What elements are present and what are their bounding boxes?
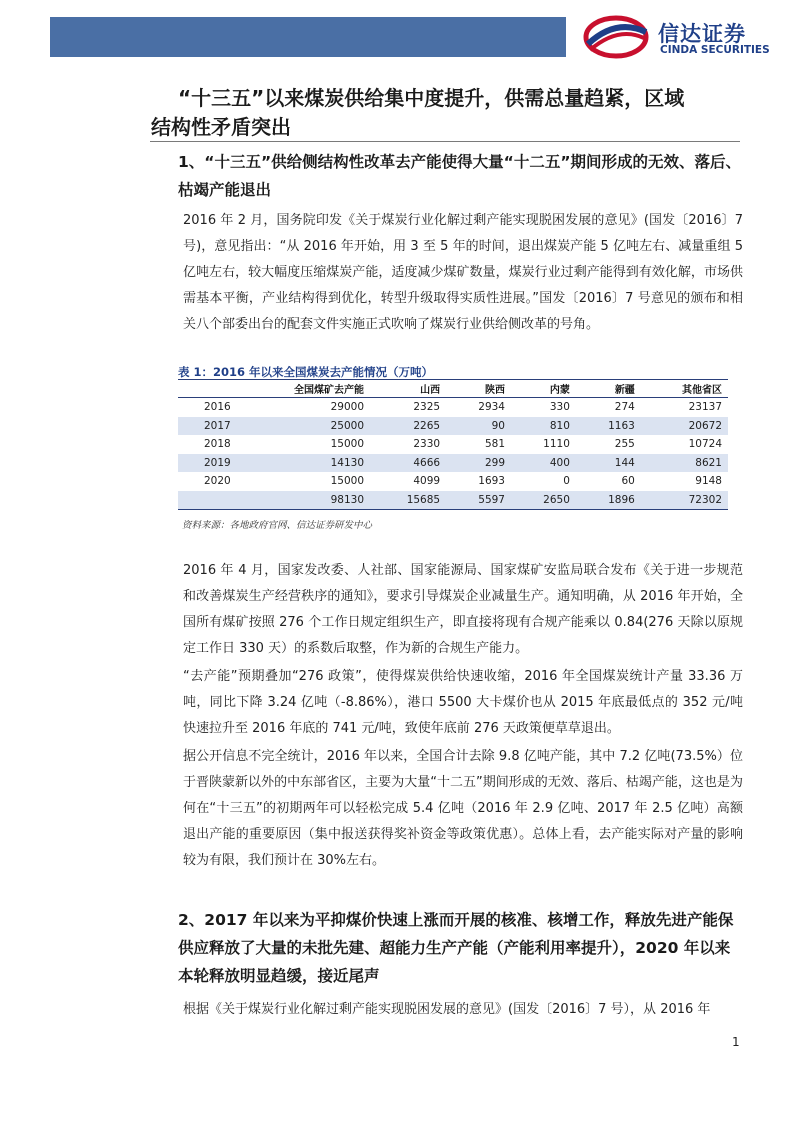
table-header-cell: 山西 bbox=[370, 380, 446, 398]
section-2-heading: 2、2017 年以来为平抑煤价快速上涨而开展的核准、核增工作，释放先进产能保供应释放了大量的未批先建、超能力生产产能（产能利用率提升），2020 年以来本轮释放明显趋缓，接近尾声 bbox=[178, 911, 734, 985]
table-cell: 2330 bbox=[413, 438, 441, 451]
table-cell: 9148 bbox=[695, 475, 722, 488]
table-cell: 2020 bbox=[204, 475, 231, 488]
table-cell: 255 bbox=[614, 438, 635, 451]
table-cell: 72302 bbox=[641, 491, 728, 510]
table-cell: 2265 bbox=[370, 417, 446, 436]
table-cell: 2325 bbox=[413, 401, 441, 414]
table-caption-text: 2016 年以来全国煤炭去产能情况（万吨） bbox=[213, 365, 434, 379]
table-cell: 23137 bbox=[688, 401, 722, 414]
section-1-paragraph-2: 2016 年 4 月，国家发改委、人社部、国家能源局、国家煤矿安监局联合发布《关于进一步规范和改善煤炭生产经营秩序的通知》，要求引导煤炭企业减量生产。通知明确，从 2016 年开始，全国所有煤矿按照 276 个工作日规定组织生产，即直接将现有合规产能乘以 0.84(276 天除以原规定工作日 330 天）的系数后取整，作为新的合规生产能力。 bbox=[183, 563, 743, 656]
cinda-logo-icon bbox=[580, 14, 652, 60]
table-header-cell: 陕西 bbox=[446, 380, 511, 398]
page-number: 1 bbox=[732, 1035, 740, 1049]
table-cell: 2019 bbox=[178, 454, 238, 473]
title-line-1: “十三五”以来煤炭供给集中度提升，供需总量趋紧，区域 bbox=[178, 86, 685, 110]
table-header-cell: 新疆 bbox=[576, 380, 641, 398]
table-header-cell: 其他省区 bbox=[641, 380, 728, 398]
table-cell: 5597 bbox=[446, 491, 511, 510]
table-caption bbox=[178, 364, 433, 380]
brand-name-cn: 信达证券 bbox=[658, 22, 746, 46]
table-cell: 1163 bbox=[576, 417, 641, 436]
table-cell: 29000 bbox=[330, 401, 364, 414]
table-header-row bbox=[178, 380, 728, 398]
table-cell: 15685 bbox=[370, 491, 446, 510]
table-cell: 90 bbox=[446, 417, 511, 436]
table-cell: 1110 bbox=[543, 438, 570, 451]
table-cell: 8621 bbox=[641, 454, 728, 473]
table-header-cell bbox=[178, 380, 238, 398]
table-cell: 14130 bbox=[238, 454, 370, 473]
table-cell: 581 bbox=[484, 438, 505, 451]
table-cell: 4666 bbox=[370, 454, 446, 473]
table-cell: 1693 bbox=[478, 475, 505, 488]
table-cell: 10724 bbox=[688, 438, 722, 451]
table-cell: 299 bbox=[446, 454, 511, 473]
table-cell bbox=[178, 491, 238, 510]
table-cell: 274 bbox=[614, 401, 635, 414]
table-cell: 60 bbox=[621, 475, 635, 488]
section-1-heading: 1、“十三五”供给侧结构性改革去产能使得大量“十二五”期间形成的无效、落后、枯竭产能退出 bbox=[178, 153, 742, 199]
table-cell: 2017 bbox=[178, 417, 238, 436]
table-row bbox=[178, 435, 728, 454]
section-1-paragraph-3: “去产能”预期叠加“276 政策”，使得煤炭供给快速收缩，2016 年全国煤炭统计产量 33.36 万吨，同比下降 3.24 亿吨（-8.86%），港口 5500 大卡煤价也从 2015 年底最低点的 352 元/吨快速拉升至 2016 年底的 741 元/吨，致使年底前 276 天政策便草草退出。 bbox=[183, 669, 743, 736]
table-source-note: 资料来源：各地政府官网、信达证券研发中心 bbox=[182, 520, 373, 531]
table-cell: 2934 bbox=[478, 401, 505, 414]
table-cell: 2650 bbox=[511, 491, 576, 510]
table-cell: 2018 bbox=[204, 438, 231, 451]
table-cell: 810 bbox=[511, 417, 576, 436]
table-cell: 25000 bbox=[238, 417, 370, 436]
table-cell: 4099 bbox=[413, 475, 441, 488]
table-row bbox=[178, 417, 728, 436]
table-row bbox=[178, 454, 728, 473]
section-2-paragraph-1: 根据《关于煤炭行业化解过剩产能实现脱困发展的意见》(国发〔2016〕7 号），从 2016 年 bbox=[183, 1002, 711, 1017]
table-cell: 330 bbox=[549, 401, 570, 414]
title-divider bbox=[150, 141, 740, 142]
title-line-2: 结构性矛盾突出 bbox=[151, 115, 291, 139]
table-row bbox=[178, 472, 728, 491]
table-cell: 15000 bbox=[330, 438, 364, 451]
section-1-paragraph-4: 据公开信息不完全统计，2016 年以来，全国合计去除 9.8 亿吨产能，其中 7.2 亿吨(73.5%）位于晋陕蒙新以外的中东部省区，主要为大量“十二五”期间形成的无效、落后、枯竭产能，这也是为何在“十三五”的初期两年可以轻松完成 5.4 亿吨（2016 年 2.9 亿吨、2017 年 2.5 亿吨）高额退出产能的重要原因（集中报送获得奖补资金等政策优惠）。总体上看，去产能实际对产量的影响较为有限，我们预计在 30%左右。 bbox=[183, 749, 743, 868]
table-cell: 144 bbox=[576, 454, 641, 473]
header-bar bbox=[50, 17, 566, 57]
table-header-cell: 全国煤矿去产能 bbox=[238, 380, 370, 398]
table-total-row bbox=[178, 491, 728, 510]
table-cell: 20672 bbox=[641, 417, 728, 436]
table-cell: 98130 bbox=[238, 491, 370, 510]
table-cell: 400 bbox=[511, 454, 576, 473]
table-caption-label: 表 1： bbox=[178, 365, 214, 379]
table-row bbox=[178, 398, 728, 417]
page-title bbox=[151, 84, 738, 142]
capacity-table bbox=[178, 379, 728, 510]
table-header-cell: 内蒙 bbox=[511, 380, 576, 398]
table-cell: 1896 bbox=[576, 491, 641, 510]
table-cell: 2016 bbox=[204, 401, 231, 414]
table-cell: 0 bbox=[563, 475, 570, 488]
table-cell: 15000 bbox=[330, 475, 364, 488]
section-1-paragraph-1: 2016 年 2 月，国务院印发《关于煤炭行业化解过剩产能实现脱困发展的意见》(国发〔2016〕7 号)，意见指出：“从 2016 年开始，用 3 至 5 年的时间，退出煤炭产能 5 亿吨左右、减量重组 5 亿吨左右，较大幅度压缩煤炭产能，适度减少煤矿数量，煤炭行业过剩产能得到有效化解，市场供需基本平衡，产业结构得到优化，转型升级取得实质性进展。”国发〔2016〕7 号意见的颁布和相关八个部委出台的配套文件实施正式吹响了煤炭行业供给侧改革的号角。 bbox=[183, 213, 743, 332]
brand-name-en: CINDA SECURITIES bbox=[660, 44, 770, 56]
